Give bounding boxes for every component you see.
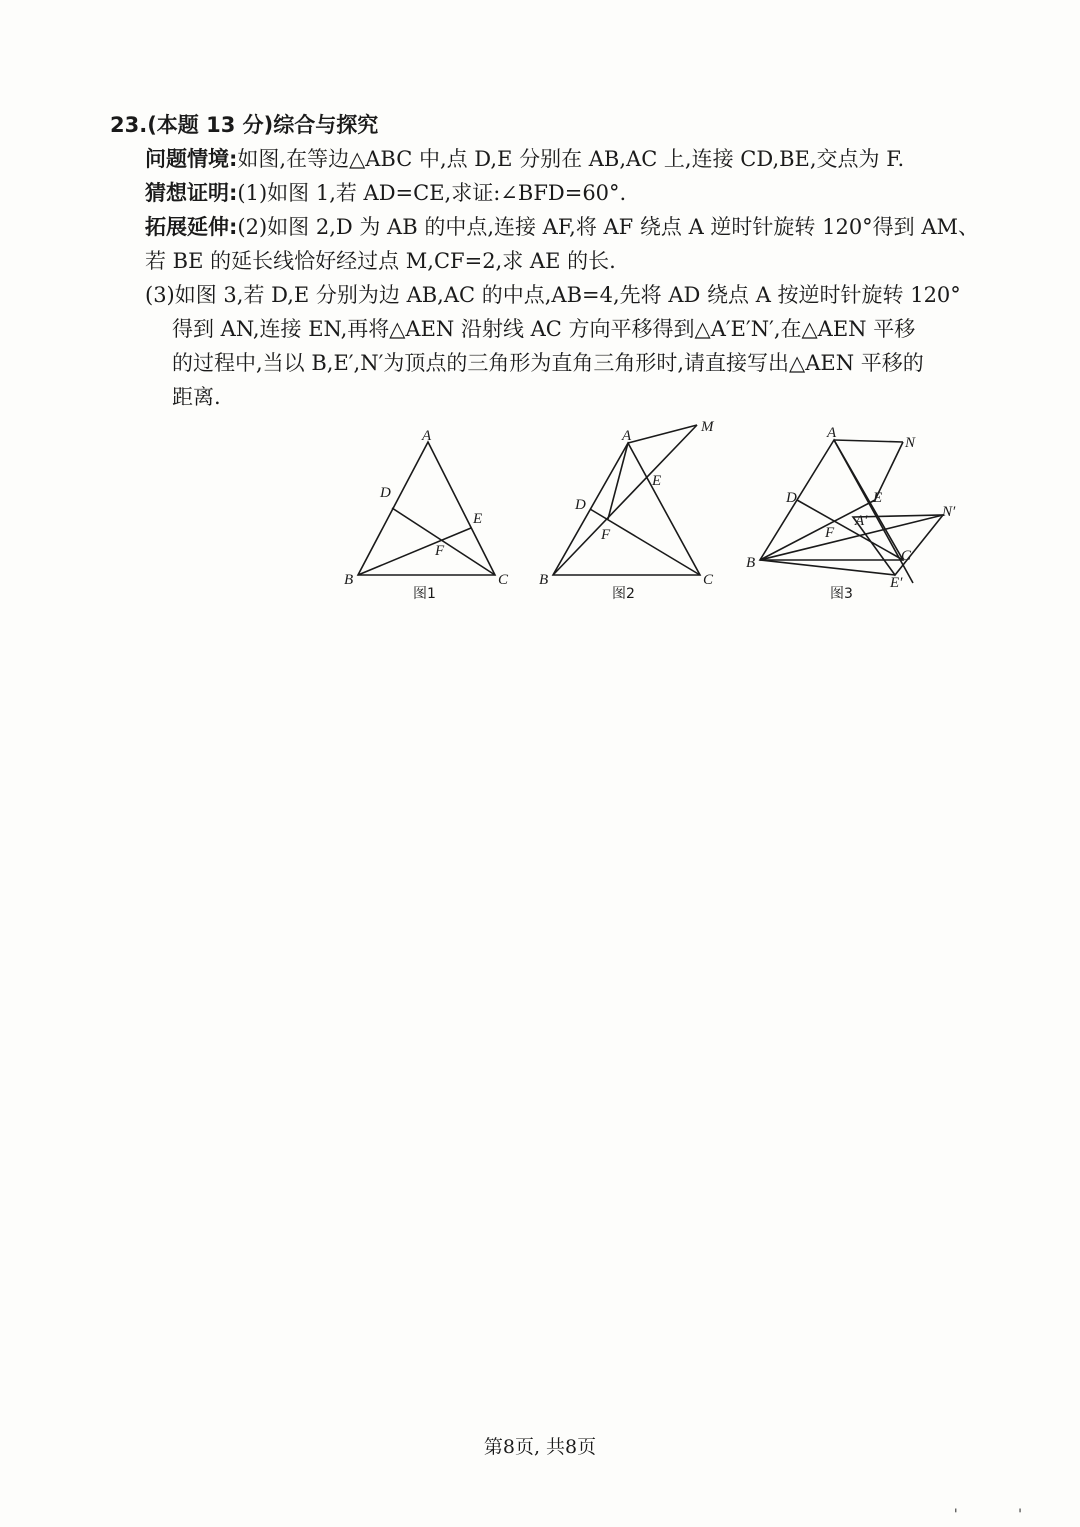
- fig2-label-e: E: [652, 473, 662, 489]
- page-footer: 第8页, 共8页: [483, 1436, 597, 1458]
- fig3-caption: 图3: [830, 586, 853, 602]
- problem-23: [110, 108, 980, 414]
- extension-text-1: (2)如图 2,D 为 AB 的中点,连接 AF,将 AF 绕点 A 逆时针旋转 120°得到 AM、: [237, 215, 980, 239]
- fig2-caption: 图2: [612, 586, 635, 602]
- fig3-label-f: F: [825, 525, 835, 541]
- fig3-segment-an: [834, 440, 903, 442]
- conjecture-label: 猜想证明:: [145, 181, 238, 205]
- fig3-label-n-prime: N′: [942, 504, 956, 520]
- fig2-label-c: C: [703, 572, 714, 588]
- fig1-label-f: F: [435, 543, 445, 559]
- problem-situation: [145, 142, 980, 176]
- problem-extension: [145, 210, 980, 244]
- part3-line-1: (3)如图 3,若 D,E 分别为边 AB,AC 的中点,AB=4,先将 AD 绕点 A 按逆时针旋转 120°: [145, 283, 961, 307]
- figure-1: [344, 428, 509, 602]
- fig3-label-a-prime: A′: [855, 513, 868, 529]
- part3-line-2: 得到 AN,连接 EN,再将△AEN 沿射线 AC 方向平移得到△A′E′N′,在△AEN 平移: [172, 317, 916, 341]
- fig3-segment-be2: [760, 560, 895, 575]
- figures-svg: [335, 415, 975, 610]
- part3-line-4: 距离.: [172, 385, 221, 409]
- conjecture-text: (1)如图 1,若 AD=CE,求证:∠BFD=60°.: [237, 181, 627, 205]
- fig1-caption: 图1: [413, 586, 436, 602]
- fig1-label-c: C: [498, 572, 509, 588]
- fig1-segment-be: [358, 528, 471, 575]
- figure-2: [539, 419, 715, 602]
- fig3-label-b: B: [746, 555, 756, 571]
- fig1-label-d: D: [380, 485, 391, 501]
- fig2-label-a: A: [622, 428, 632, 444]
- fig2-segment-am: [628, 425, 697, 443]
- extension-text-2: 若 BE 的延长线恰好经过点 M,CF=2,求 AE 的长.: [145, 249, 616, 273]
- fig2-label-f: F: [601, 527, 611, 543]
- fig2-label-d: D: [575, 497, 586, 513]
- fig3-label-e: E: [873, 490, 883, 506]
- situation-label: 问题情境:: [145, 147, 238, 171]
- fig3-label-a: A: [827, 425, 837, 441]
- extension-label: 拓展延伸:: [145, 215, 238, 239]
- situation-text: 如图,在等边△ABC 中,点 D,E 分别在 AB,AC 上,连接 CD,BE,交点为 F.: [237, 147, 905, 171]
- fig1-label-a: A: [422, 428, 432, 444]
- problem-header: [110, 108, 980, 142]
- fig3-segment-be: [760, 500, 875, 560]
- fig2-label-b: B: [539, 572, 549, 588]
- fig1-label-e: E: [473, 511, 483, 527]
- problem-header-text: 23.(本题 13 分)综合与探究: [110, 113, 379, 137]
- fig3-label-d: D: [786, 490, 797, 506]
- fig3-segment-cd: [797, 500, 903, 560]
- fig3-label-n: N: [905, 435, 916, 451]
- figures: [335, 415, 975, 610]
- problem-conjecture: [145, 176, 980, 210]
- fig3-label-e-prime: E′: [890, 575, 903, 591]
- fig3-label-c: C: [901, 548, 912, 564]
- fig2-label-m: M: [701, 419, 714, 435]
- corner-marks: ' ': [953, 1507, 1050, 1523]
- figure-3: [746, 425, 956, 602]
- fig3-segment-bn2: [760, 515, 943, 560]
- part3-line-3: 的过程中,当以 B,E′,N′为顶点的三角形为直角三角形时,请直接写出△AEN 平移的: [172, 351, 924, 375]
- fig1-label-b: B: [344, 572, 354, 588]
- fig1-triangle-abc: [358, 442, 495, 575]
